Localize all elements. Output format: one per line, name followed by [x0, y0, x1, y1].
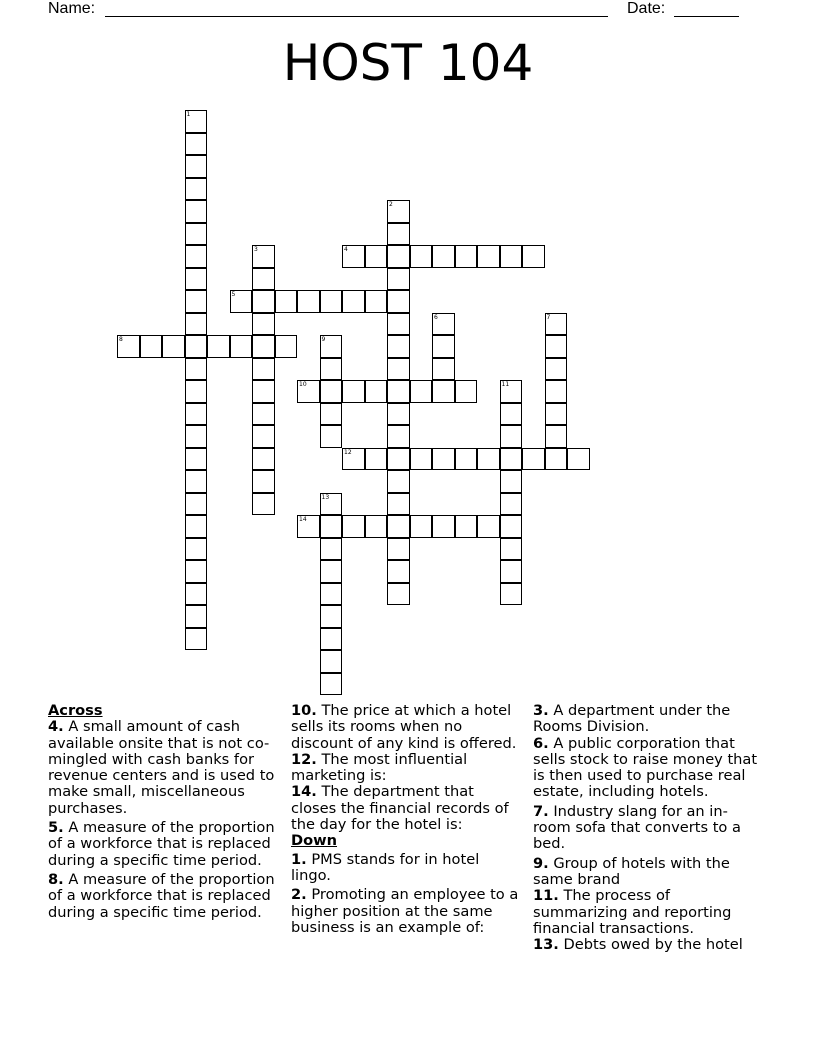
- grid-cell[interactable]: [252, 268, 275, 291]
- grid-cell[interactable]: [365, 380, 388, 403]
- grid-cell[interactable]: [342, 290, 365, 313]
- grid-cell[interactable]: [275, 335, 298, 358]
- down-clue-6: 6. A public corporation that sells stock to raise money that is then used to purchase real estate, including hotels.: [533, 734, 758, 801]
- grid-cell[interactable]: [185, 583, 208, 606]
- grid-cell[interactable]: [185, 223, 208, 246]
- grid-cell[interactable]: [320, 583, 343, 606]
- grid-cell[interactable]: [477, 515, 500, 538]
- grid-cell[interactable]: [185, 560, 208, 583]
- grid-cell[interactable]: [320, 335, 343, 358]
- grid-cell[interactable]: [567, 448, 590, 471]
- down-clue-1: 1. PMS stands for in hotel lingo.: [291, 850, 480, 884]
- grid-cell[interactable]: [140, 335, 163, 358]
- grid-cell[interactable]: [185, 403, 208, 426]
- down-clue-2: 2. Promoting an employee to a higher position at the same business is an example of:: [291, 886, 519, 936]
- grid-cell[interactable]: [477, 448, 500, 471]
- grid-cell[interactable]: [297, 380, 320, 403]
- across-clue-5: 5. A measure of the proportion of a workforce that is replaced during a specific time period.: [48, 819, 275, 869]
- grid-cell[interactable]: [432, 335, 455, 358]
- grid-cell[interactable]: [320, 538, 343, 561]
- date-label: Date:: [627, 0, 666, 17]
- grid-cell[interactable]: [342, 448, 365, 471]
- across-clue-4: 4. A small amount of cash available onsite that is not co-mingled with cash banks for revenue centers and is used to make small, miscellaneous purchases.: [48, 718, 275, 817]
- grid-cell[interactable]: [410, 245, 433, 268]
- grid-cell[interactable]: [320, 605, 343, 628]
- grid-cell[interactable]: [500, 515, 523, 538]
- clue-column-1: [48, 703, 280, 921]
- grid-cell[interactable]: [410, 448, 433, 471]
- grid-cell[interactable]: [387, 200, 410, 223]
- grid-cell[interactable]: [522, 448, 545, 471]
- grid-cell[interactable]: [185, 515, 208, 538]
- grid-cell[interactable]: [545, 448, 568, 471]
- clue-number: 1: [186, 111, 191, 118]
- grid-cell[interactable]: [500, 538, 523, 561]
- grid-cell[interactable]: [387, 380, 410, 403]
- grid-cell[interactable]: [320, 493, 343, 516]
- grid-cell[interactable]: [545, 403, 568, 426]
- grid-cell[interactable]: [500, 380, 523, 403]
- grid-cell[interactable]: [252, 358, 275, 381]
- down-heading: Down: [291, 832, 338, 850]
- name-label: Name:: [48, 0, 96, 17]
- clue-column-3: [533, 703, 765, 953]
- clue-number: 14: [299, 516, 307, 523]
- clue-column-2: [291, 703, 523, 936]
- grid-cell[interactable]: [545, 380, 568, 403]
- grid-cell[interactable]: [275, 290, 298, 313]
- grid-cell[interactable]: [185, 200, 208, 223]
- down-clue-9: 9. Group of hotels with the same brand: [533, 854, 730, 888]
- grid-cell[interactable]: [185, 470, 208, 493]
- grid-cell[interactable]: [185, 335, 208, 358]
- grid-cell[interactable]: [185, 155, 208, 178]
- across-heading: Across: [48, 702, 103, 719]
- grid-cell[interactable]: [252, 313, 275, 336]
- grid-cell[interactable]: [185, 290, 208, 313]
- grid-cell[interactable]: [252, 470, 275, 493]
- down-clue-13: 13. Debts owed by the hotel: [533, 936, 743, 954]
- clue-number: 4: [344, 246, 348, 253]
- grid-cell[interactable]: [387, 403, 410, 426]
- grid-cell[interactable]: [320, 560, 343, 583]
- grid-cell[interactable]: [230, 290, 253, 313]
- grid-cell[interactable]: [432, 313, 455, 336]
- grid-cell[interactable]: [365, 245, 388, 268]
- grid-cell[interactable]: [320, 515, 343, 538]
- across-clue-14: 14. The department that closes the financial records of the day for the hotel is:: [291, 783, 509, 834]
- grid-cell[interactable]: [387, 583, 410, 606]
- grid-cell[interactable]: [342, 515, 365, 538]
- grid-cell[interactable]: [387, 448, 410, 471]
- grid-cell[interactable]: [185, 605, 208, 628]
- grid-cell[interactable]: [432, 515, 455, 538]
- grid-cell[interactable]: [477, 245, 500, 268]
- grid-cell[interactable]: [387, 538, 410, 561]
- clue-number: 9: [321, 336, 326, 343]
- grid-cell[interactable]: [252, 245, 275, 268]
- grid-cell[interactable]: [252, 448, 275, 471]
- grid-cell[interactable]: [185, 493, 208, 516]
- grid-cell[interactable]: [387, 560, 410, 583]
- across-clue-8: 8. A measure of the proportion of a workforce that is replaced during a specific time period.: [48, 870, 275, 921]
- grid-cell[interactable]: [320, 673, 343, 696]
- down-clue-7: 7. Industry slang for an in-room sofa that converts to a bed.: [533, 802, 741, 853]
- grid-cell[interactable]: [185, 313, 208, 336]
- clue-number: 6: [434, 313, 438, 321]
- grid-cell[interactable]: [365, 515, 388, 538]
- clue-number: 8: [119, 336, 123, 343]
- grid-cell[interactable]: [297, 515, 320, 538]
- grid-cell[interactable]: [500, 425, 523, 448]
- grid-cell[interactable]: [387, 223, 410, 246]
- grid-cell[interactable]: [545, 358, 568, 381]
- down-clue-3: 3. A department under the Rooms Division.: [533, 702, 731, 736]
- grid-cell[interactable]: [297, 290, 320, 313]
- grid-cell[interactable]: [432, 245, 455, 268]
- grid-cell[interactable]: [387, 335, 410, 358]
- grid-cell[interactable]: [410, 515, 433, 538]
- grid-cell[interactable]: [185, 245, 208, 268]
- grid-cell[interactable]: [320, 628, 343, 651]
- grid-cell[interactable]: [387, 245, 410, 268]
- grid-cell[interactable]: [410, 380, 433, 403]
- grid-cell[interactable]: [185, 178, 208, 201]
- grid-cell[interactable]: [185, 448, 208, 471]
- clue-number: 2: [389, 201, 393, 208]
- grid-cell[interactable]: [320, 380, 343, 403]
- grid-cell[interactable]: [500, 560, 523, 583]
- grid-cell[interactable]: [185, 133, 208, 156]
- grid-cell[interactable]: [455, 380, 478, 403]
- grid-cell[interactable]: [455, 515, 478, 538]
- grid-cell[interactable]: [387, 290, 410, 313]
- grid-cell[interactable]: [185, 425, 208, 448]
- across-clue-12: 12. The most influential marketing is:: [291, 750, 468, 785]
- grid-cell[interactable]: [387, 268, 410, 291]
- page-title: HOST 104: [282, 34, 534, 92]
- grid-cell[interactable]: [387, 515, 410, 538]
- grid-cell[interactable]: [320, 290, 343, 313]
- grid-cell[interactable]: [252, 425, 275, 448]
- grid-cell[interactable]: [365, 290, 388, 313]
- grid-cell[interactable]: [185, 358, 208, 381]
- grid-cell[interactable]: [500, 470, 523, 493]
- clue-number: 5: [231, 291, 236, 298]
- across-clue-10: 10. The price at which a hotel sells its rooms when no discount of any kind is offered.: [291, 702, 517, 752]
- clue-number: 11: [501, 381, 510, 388]
- grid-cell[interactable]: [455, 245, 478, 268]
- clue-number: 3: [254, 246, 258, 253]
- clue-number: 7: [546, 313, 551, 321]
- grid-cell[interactable]: [185, 380, 208, 403]
- grid-cell[interactable]: [432, 380, 455, 403]
- grid-cell[interactable]: [387, 425, 410, 448]
- grid-cell[interactable]: [500, 245, 523, 268]
- grid-cell[interactable]: [432, 448, 455, 471]
- grid-cell[interactable]: [230, 335, 253, 358]
- clue-number: 13: [321, 493, 330, 501]
- clue-number: 12: [344, 448, 352, 456]
- grid-cell[interactable]: [252, 493, 275, 516]
- grid-cell[interactable]: [500, 583, 523, 606]
- grid-cell[interactable]: [185, 110, 208, 133]
- grid-cell[interactable]: [545, 335, 568, 358]
- grid-cell[interactable]: [522, 245, 545, 268]
- grid-cell[interactable]: [500, 448, 523, 471]
- grid-cell[interactable]: [207, 335, 230, 358]
- grid-cell[interactable]: [320, 358, 343, 381]
- grid-cell[interactable]: [387, 358, 410, 381]
- grid-cell[interactable]: [252, 403, 275, 426]
- grid-cell[interactable]: [320, 650, 343, 673]
- grid-cell[interactable]: [500, 403, 523, 426]
- grid-cell[interactable]: [342, 245, 365, 268]
- grid-cell[interactable]: [500, 493, 523, 516]
- clue-number: 10: [299, 381, 307, 388]
- grid-cell[interactable]: [185, 268, 208, 291]
- grid-cell[interactable]: [387, 470, 410, 493]
- grid-cell[interactable]: [320, 425, 343, 448]
- grid-cell[interactable]: [387, 493, 410, 516]
- grid-cell[interactable]: [320, 403, 343, 426]
- grid-cell[interactable]: [545, 425, 568, 448]
- grid-cell[interactable]: [185, 628, 208, 651]
- grid-cell[interactable]: [252, 380, 275, 403]
- grid-cell[interactable]: [162, 335, 185, 358]
- grid-cell[interactable]: [342, 380, 365, 403]
- grid-cell[interactable]: [252, 335, 275, 358]
- grid-cell[interactable]: [545, 313, 568, 336]
- grid-cell[interactable]: [365, 448, 388, 471]
- grid-cell[interactable]: [432, 358, 455, 381]
- grid-cell[interactable]: [252, 290, 275, 313]
- grid-cell[interactable]: [455, 448, 478, 471]
- grid-cell[interactable]: [117, 335, 140, 358]
- grid-cell[interactable]: [387, 313, 410, 336]
- grid-cell[interactable]: [185, 538, 208, 561]
- down-clue-11: 11. The process of summarizing and reporting financial transactions.: [533, 887, 732, 937]
